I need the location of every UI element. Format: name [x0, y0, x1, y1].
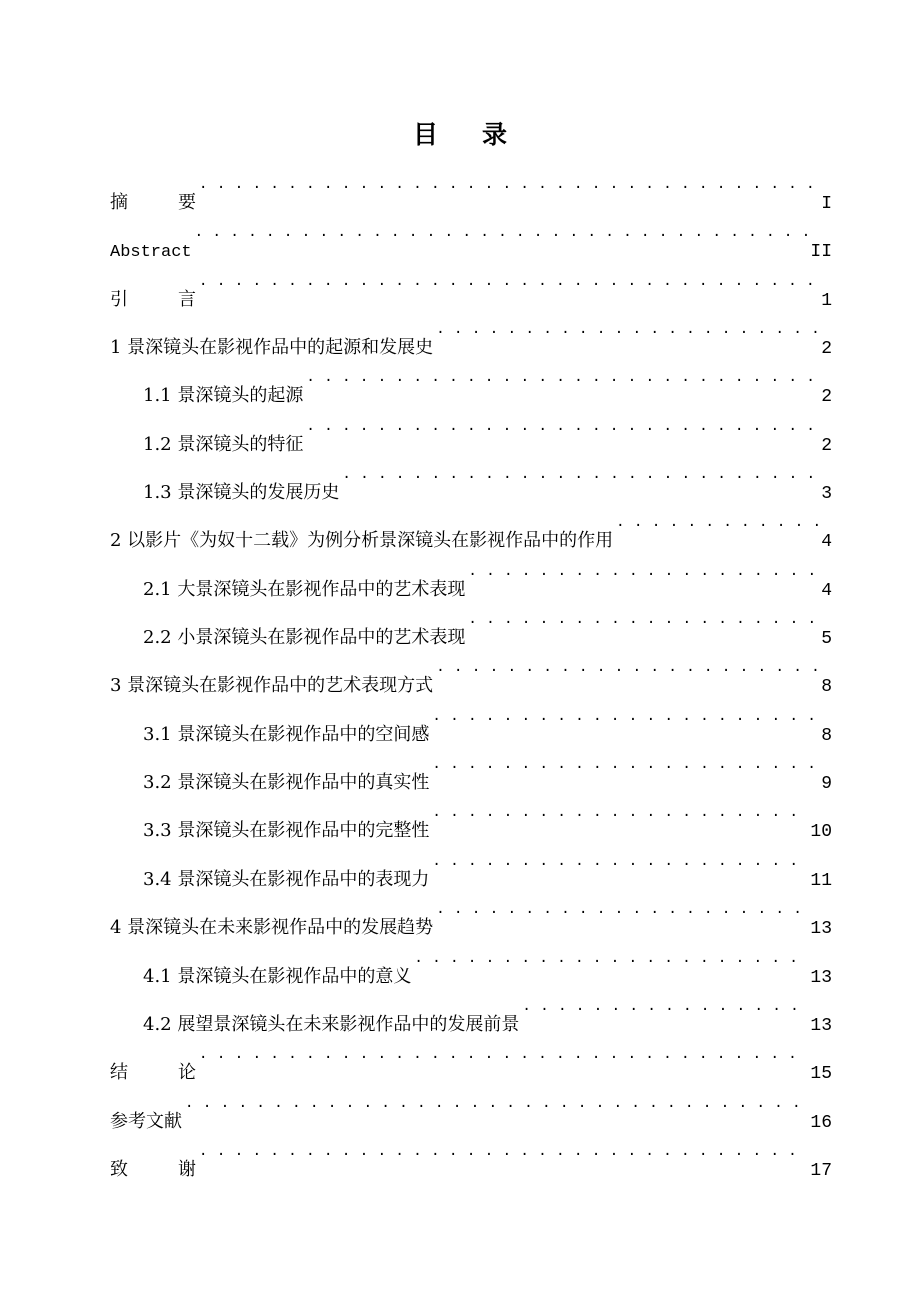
dot-leader: [199, 160, 818, 208]
dot-leader: [306, 353, 818, 401]
toc-entry-title: 4.2 展望景深镜头在未来影视作品中的发展前景: [143, 1013, 520, 1035]
toc-entry[interactable]: [110, 208, 832, 263]
toc-entry-title: 4 景深镜头在未来影视作品中的发展趋势: [110, 917, 434, 939]
dot-leader: [199, 1127, 807, 1175]
toc-entry-title: Abstract: [110, 243, 192, 263]
toc-page-number: 17: [807, 1147, 832, 1195]
dot-leader: [436, 885, 807, 933]
toc-page-number: 4: [818, 567, 832, 615]
dot-leader: [185, 1079, 807, 1127]
toc-page-number: II: [807, 228, 832, 276]
toc-entry-title: 3.4 景深镜头在影视作品中的表现力: [143, 868, 430, 890]
dot-leader: [436, 305, 818, 353]
toc-entry-title: 3.3 景深镜头在影视作品中的完整性: [143, 820, 430, 842]
toc-entry-title: 3.2 景深镜头在影视作品中的真实性: [143, 772, 430, 794]
toc-entry[interactable]: [110, 1079, 832, 1133]
dot-leader: [468, 547, 818, 595]
dot-leader: [199, 257, 818, 305]
dot-leader: [436, 643, 818, 691]
dot-leader: [414, 934, 807, 982]
toc-page-number: 5: [818, 615, 832, 663]
toc-entry-title: 1.3 景深镜头的发展历史: [143, 482, 340, 504]
toc-page-number: 8: [818, 663, 832, 711]
dot-leader: [522, 982, 807, 1030]
toc-entry-title: 1 景深镜头在影视作品中的起源和发展史: [110, 337, 434, 359]
toc-entry-title: 摘要: [110, 192, 196, 213]
toc-heading: 目录: [412, 120, 551, 149]
toc-page-number: I: [818, 180, 832, 228]
dot-leader: [195, 208, 808, 256]
toc-page-number: 13: [807, 954, 832, 1002]
toc-entry[interactable]: [110, 160, 832, 214]
toc-entry-title: 3.1 景深镜头在影视作品中的空间感: [143, 723, 430, 745]
toc-page-number: 16: [807, 1099, 832, 1147]
table-of-contents: [110, 160, 832, 1181]
toc-entry-title: 3 景深镜头在影视作品中的艺术表现方式: [110, 675, 434, 697]
toc-entry-title: 结论: [110, 1062, 196, 1084]
toc-page-number: 13: [807, 905, 832, 953]
toc-page-number: 2: [818, 325, 832, 373]
toc-page-number: 13: [807, 1002, 832, 1050]
toc-page-number: 2: [818, 373, 832, 421]
dot-leader: [306, 402, 818, 450]
toc-entry-title: 2.2 小景深镜头在影视作品中的艺术表现: [143, 627, 466, 649]
dot-leader: [432, 692, 818, 740]
toc-entry-title: 引言: [110, 288, 196, 310]
dot-leader: [342, 450, 818, 498]
dot-leader: [616, 498, 818, 546]
dot-leader: [468, 595, 818, 643]
toc-page-number: 4: [818, 518, 832, 566]
toc-page-number: 2: [818, 422, 832, 470]
toc-entry-title: 4.1 景深镜头在影视作品中的意义: [143, 965, 412, 987]
toc-page-number: 1: [818, 277, 832, 325]
toc-page-number: 11: [807, 857, 832, 905]
toc-entry[interactable]: [110, 305, 832, 360]
toc-page-number: 10: [807, 808, 832, 856]
toc-entry-title: 1.1 景深镜头的起源: [143, 385, 304, 407]
dot-leader: [199, 1030, 807, 1078]
toc-entry-title: 2 以影片《为奴十二载》为例分析景深镜头在影视作品中的作用: [110, 530, 614, 552]
toc-entry-title: 致谢: [110, 1158, 196, 1180]
dot-leader: [432, 837, 807, 885]
dot-leader: [432, 788, 807, 836]
toc-entry-title: 参考文献: [110, 1110, 182, 1132]
toc-entry-title: 1.2 景深镜头的特征: [143, 433, 304, 455]
toc-page-number: 3: [818, 470, 832, 518]
toc-entry-title: 2.1 大景深镜头在影视作品中的艺术表现: [143, 578, 466, 600]
toc-page-number: 8: [818, 712, 832, 760]
toc-entry[interactable]: [110, 1127, 832, 1181]
dot-leader: [432, 740, 818, 788]
toc-page-number: 15: [807, 1050, 832, 1098]
toc-entry[interactable]: [110, 1030, 832, 1085]
toc-page-number: 9: [818, 760, 832, 808]
toc-entry[interactable]: [110, 257, 832, 311]
